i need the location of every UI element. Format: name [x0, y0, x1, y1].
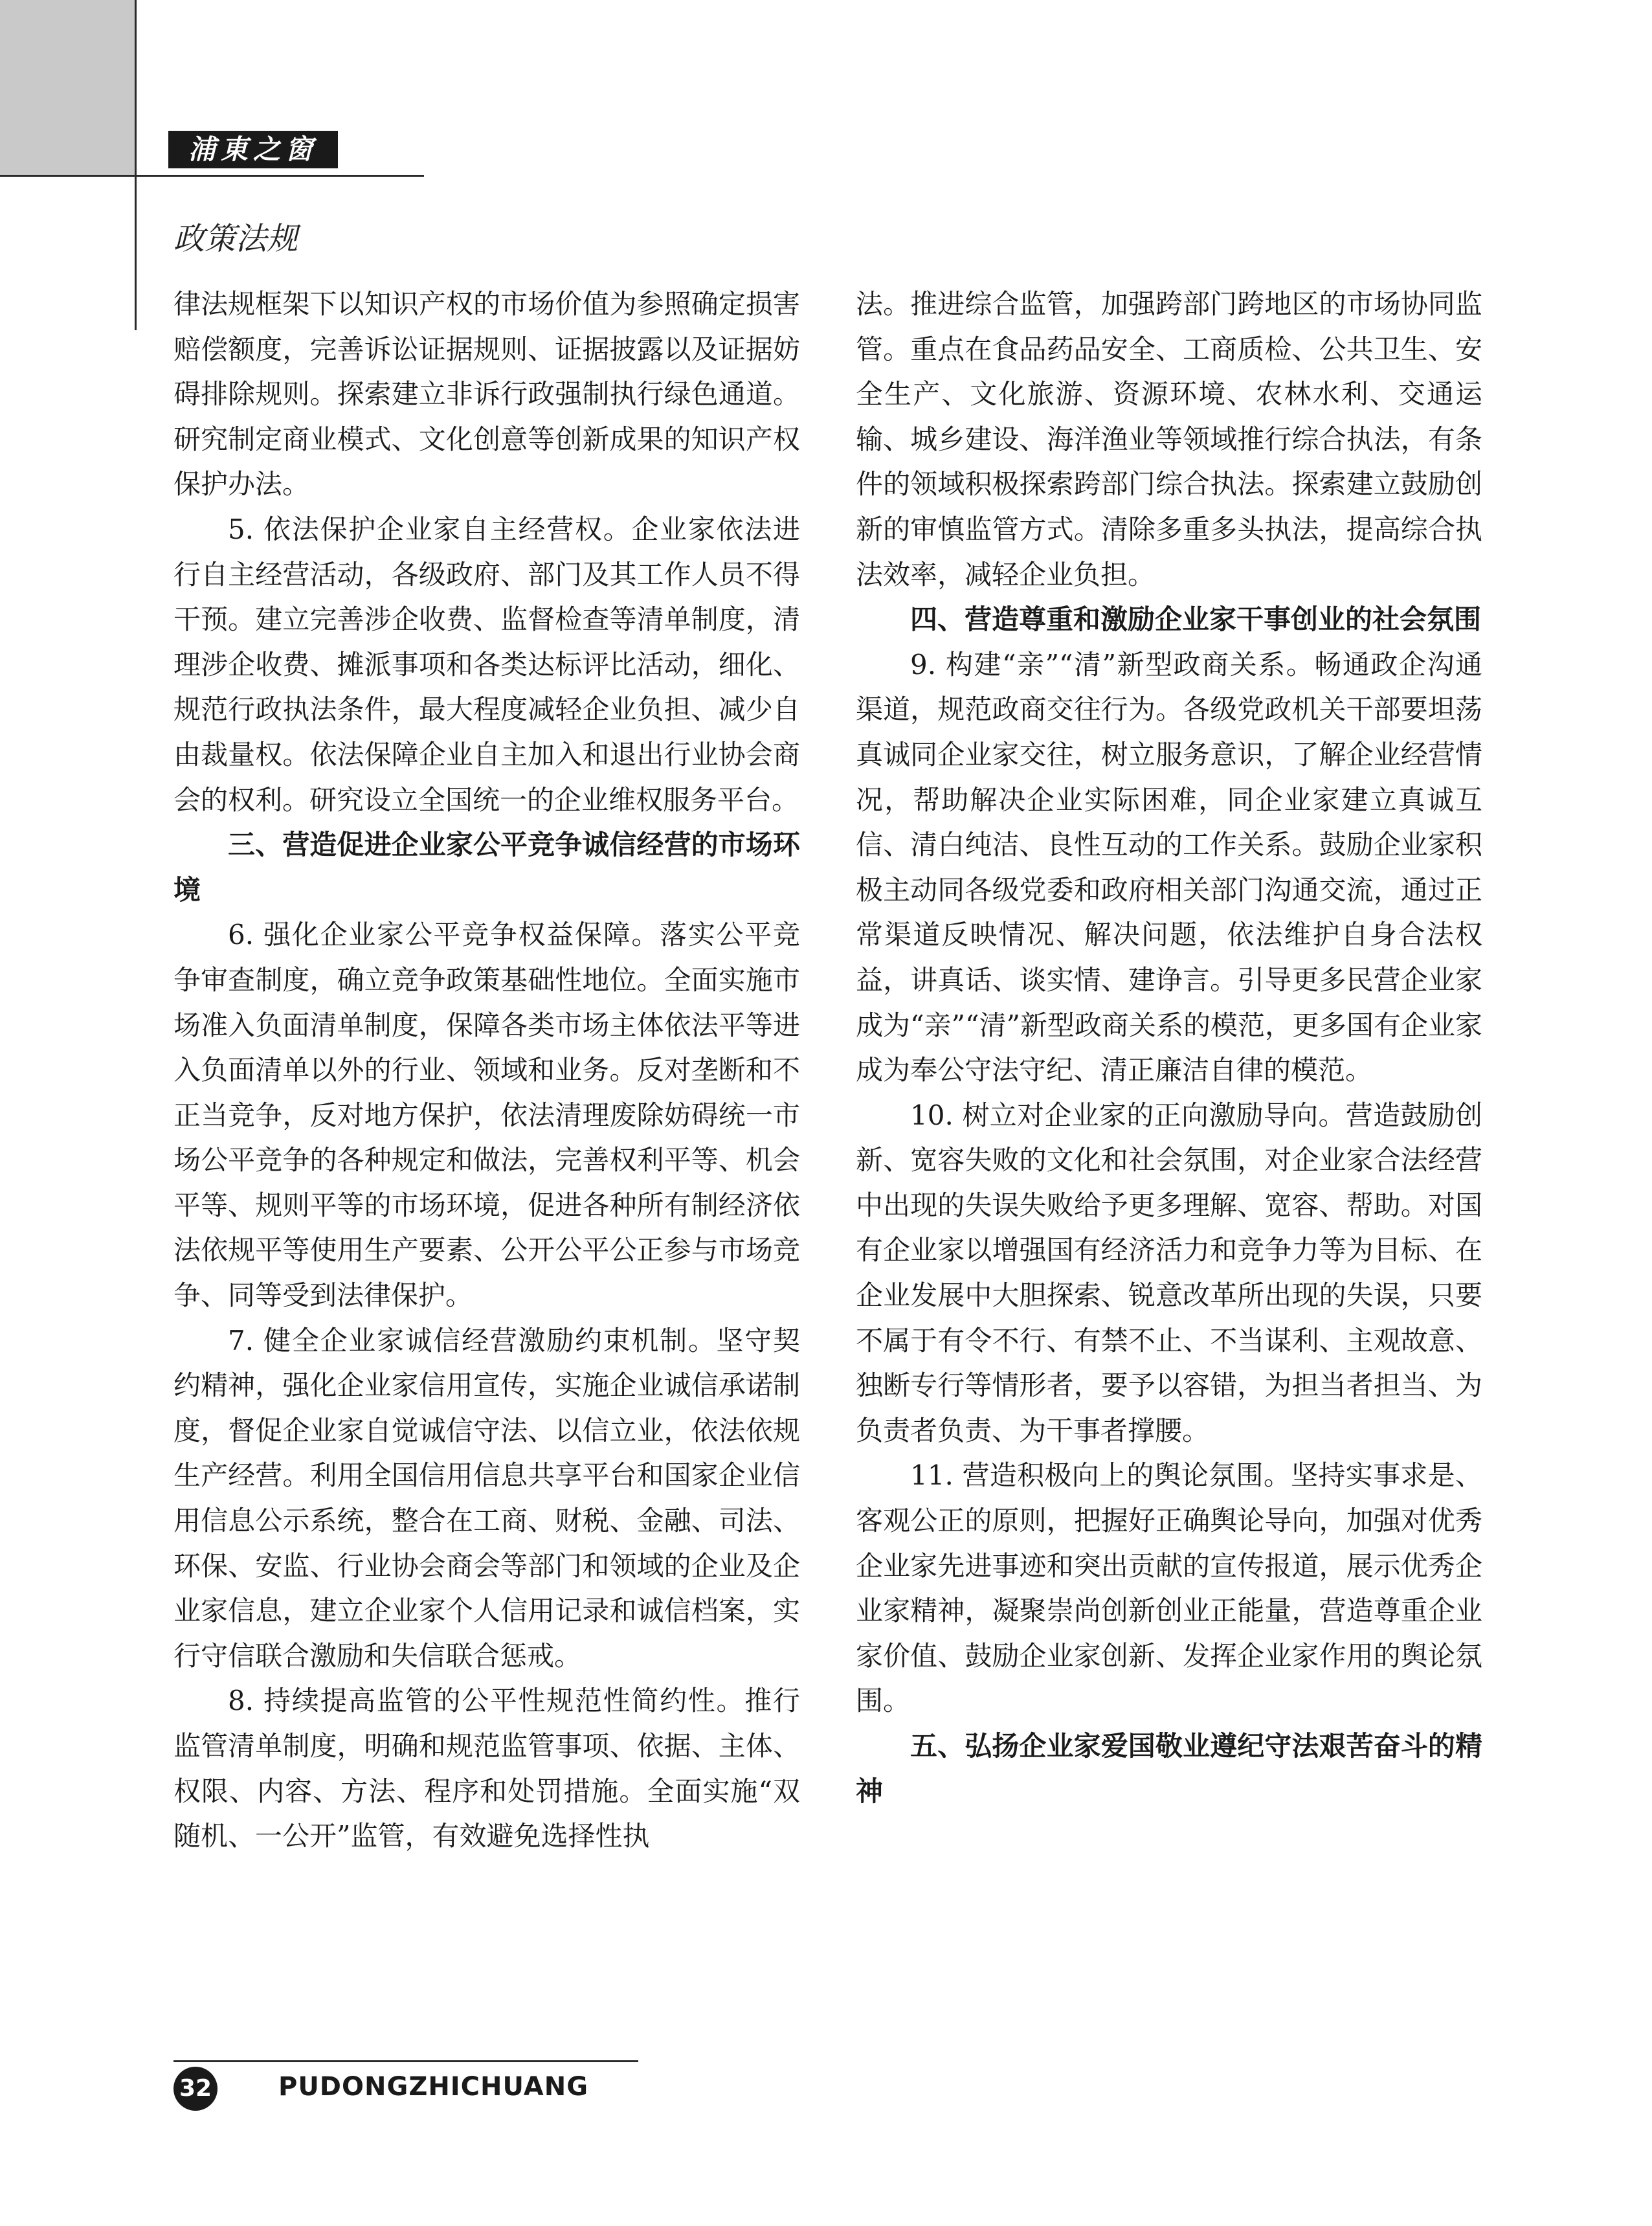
page-number: 32: [173, 2067, 218, 2111]
section-heading-3: 三、营造促进企业家公平竞争诚信经营的市场环境: [173, 829, 800, 906]
magazine-brand: 浦東之窗: [168, 131, 338, 168]
article-item-11: 11. 营造积极向上的舆论氛围。坚持实事求是、客观公正的原则，把握好正确舆论导向，加强对优秀企业家先进事迹和突出贡献的宣传报道，展示优秀企业家精神，凝聚崇尚创新创业正能量，营造尊重企业家价值、鼓励企业家创新、发挥企业家作用的舆论氛围。: [856, 1459, 1482, 1717]
footer-rule: [173, 2060, 638, 2062]
article-item-10: 10. 树立对企业家的正向激励导向。营造鼓励创新、宽容失败的文化和社会氛围，对企业家合法经营中出现的失误失败给予更多理解、宽容、帮助。对国有企业家以增强国有经济活力和竞争力等为目标、在企业发展中大胆探索、锐意改革所出现的失误，只要不属于有令不行、有禁不止、不当谋利、主观故意、独断专行等情形者，要予以容错，为担当者担当、为负责者负责、为干事者撑腰。: [856, 1099, 1482, 1446]
continued-paragraph-right: 法。推进综合监管，加强跨部门跨地区的市场协同监管。重点在食品药品安全、工商质检、公共卫生、安全生产、文化旅游、资源环境、农林水利、交通运输、城乡建设、海洋渔业等领域推行综合执法，有条件的领域积极探索跨部门综合执法。探索建立鼓励创新的审慎监管方式。清除多重多头执法，提高综合执法效率，减轻企业负担。: [856, 288, 1482, 590]
article-item-7: 7. 健全企业家诚信经营激励约束机制。坚守契约精神，强化企业家信用宣传，实施企业诚信承诺制度，督促企业家自觉诚信守法、以信立业，依法依规生产经营。利用全国信用信息共享平台和国家企业信用信息公示系统，整合在工商、财税、金融、司法、环保、安监、行业协会商会等部门和领域的企业及企业家信息，建立企业家个人信用记录和诚信档案，实行守信联合激励和失信联合惩戒。: [173, 1324, 800, 1672]
section-title: 政策法规: [173, 221, 298, 257]
article-item-5: 5. 依法保护企业家自主经营权。企业家依法进行自主经营活动，各级政府、部门及其工作人员不得干预。建立完善涉企收费、监督检查等清单制度，清理涉企收费、摊派事项和各类达标评比活动，细化、规范行政执法条件，最大程度减轻企业负担、减少自由裁量权。依法保障企业自主加入和退出行业协会商会的权利。研究设立全国统一的企业维权服务平台。: [173, 513, 800, 816]
section-heading-4: 四、营造尊重和激励企业家干事创业的社会氛围: [910, 603, 1482, 636]
header-rule: [0, 175, 424, 177]
footer-publication-name: PUDONGZHICHUANG: [278, 2072, 589, 2102]
header-vertical-rule: [135, 0, 137, 330]
continued-paragraph: 律法规框架下以知识产权的市场价值为参照确定损害赔偿额度，完善诉讼证据规则、证据披露以及证据妨碍排除规则。探索建立非诉行政强制执行绿色通道。研究制定商业模式、文化创意等创新成果的知识产权保护办法。: [173, 288, 800, 500]
header-gray-band: [0, 0, 135, 175]
left-column: [173, 282, 800, 1859]
right-column: [856, 282, 1482, 1814]
article-item-6: 6. 强化企业家公平竞争权益保障。落实公平竞争审查制度，确立竞争政策基础性地位。全面实施市场准入负面清单制度，保障各类市场主体依法平等进入负面清单以外的行业、领域和业务。反对垄断和不正当竞争，反对地方保护，依法清理废除妨碍统一市场公平竞争的各种规定和做法，完善权利平等、机会平等、规则平等的市场环境，促进各种所有制经济依法依规平等使用生产要素、公开公平公正参与市场竞争、同等受到法律保护。: [173, 919, 800, 1312]
article-item-8: 8. 持续提高监管的公平性规范性简约性。推行监管清单制度，明确和规范监管事项、依据、主体、权限、内容、方法、程序和处罚措施。全面实施“双随机、一公开”监管，有效避免选择性执: [173, 1685, 800, 1852]
article-item-9: 9. 构建“亲”“清”新型政商关系。畅通政企沟通渠道，规范政商交往行为。各级党政机关干部要坦荡真诚同企业家交往，树立服务意识，了解企业经营情况，帮助解决企业实际困难，同企业家建立真诚互信、清白纯洁、良性互动的工作关系。鼓励企业家积极主动同各级党委和政府相关部门沟通交流，通过正常渠道反映情况、解决问题，依法维护自身合法权益，讲真话、谈实情、建诤言。引导更多民营企业家成为“亲”“清”新型政商关系的模范，更多国有企业家成为奉公守法守纪、清正廉洁自律的模范。: [856, 648, 1482, 1086]
section-heading-5: 五、弘扬企业家爱国敬业遵纪守法艰苦奋斗的精神: [856, 1730, 1482, 1807]
